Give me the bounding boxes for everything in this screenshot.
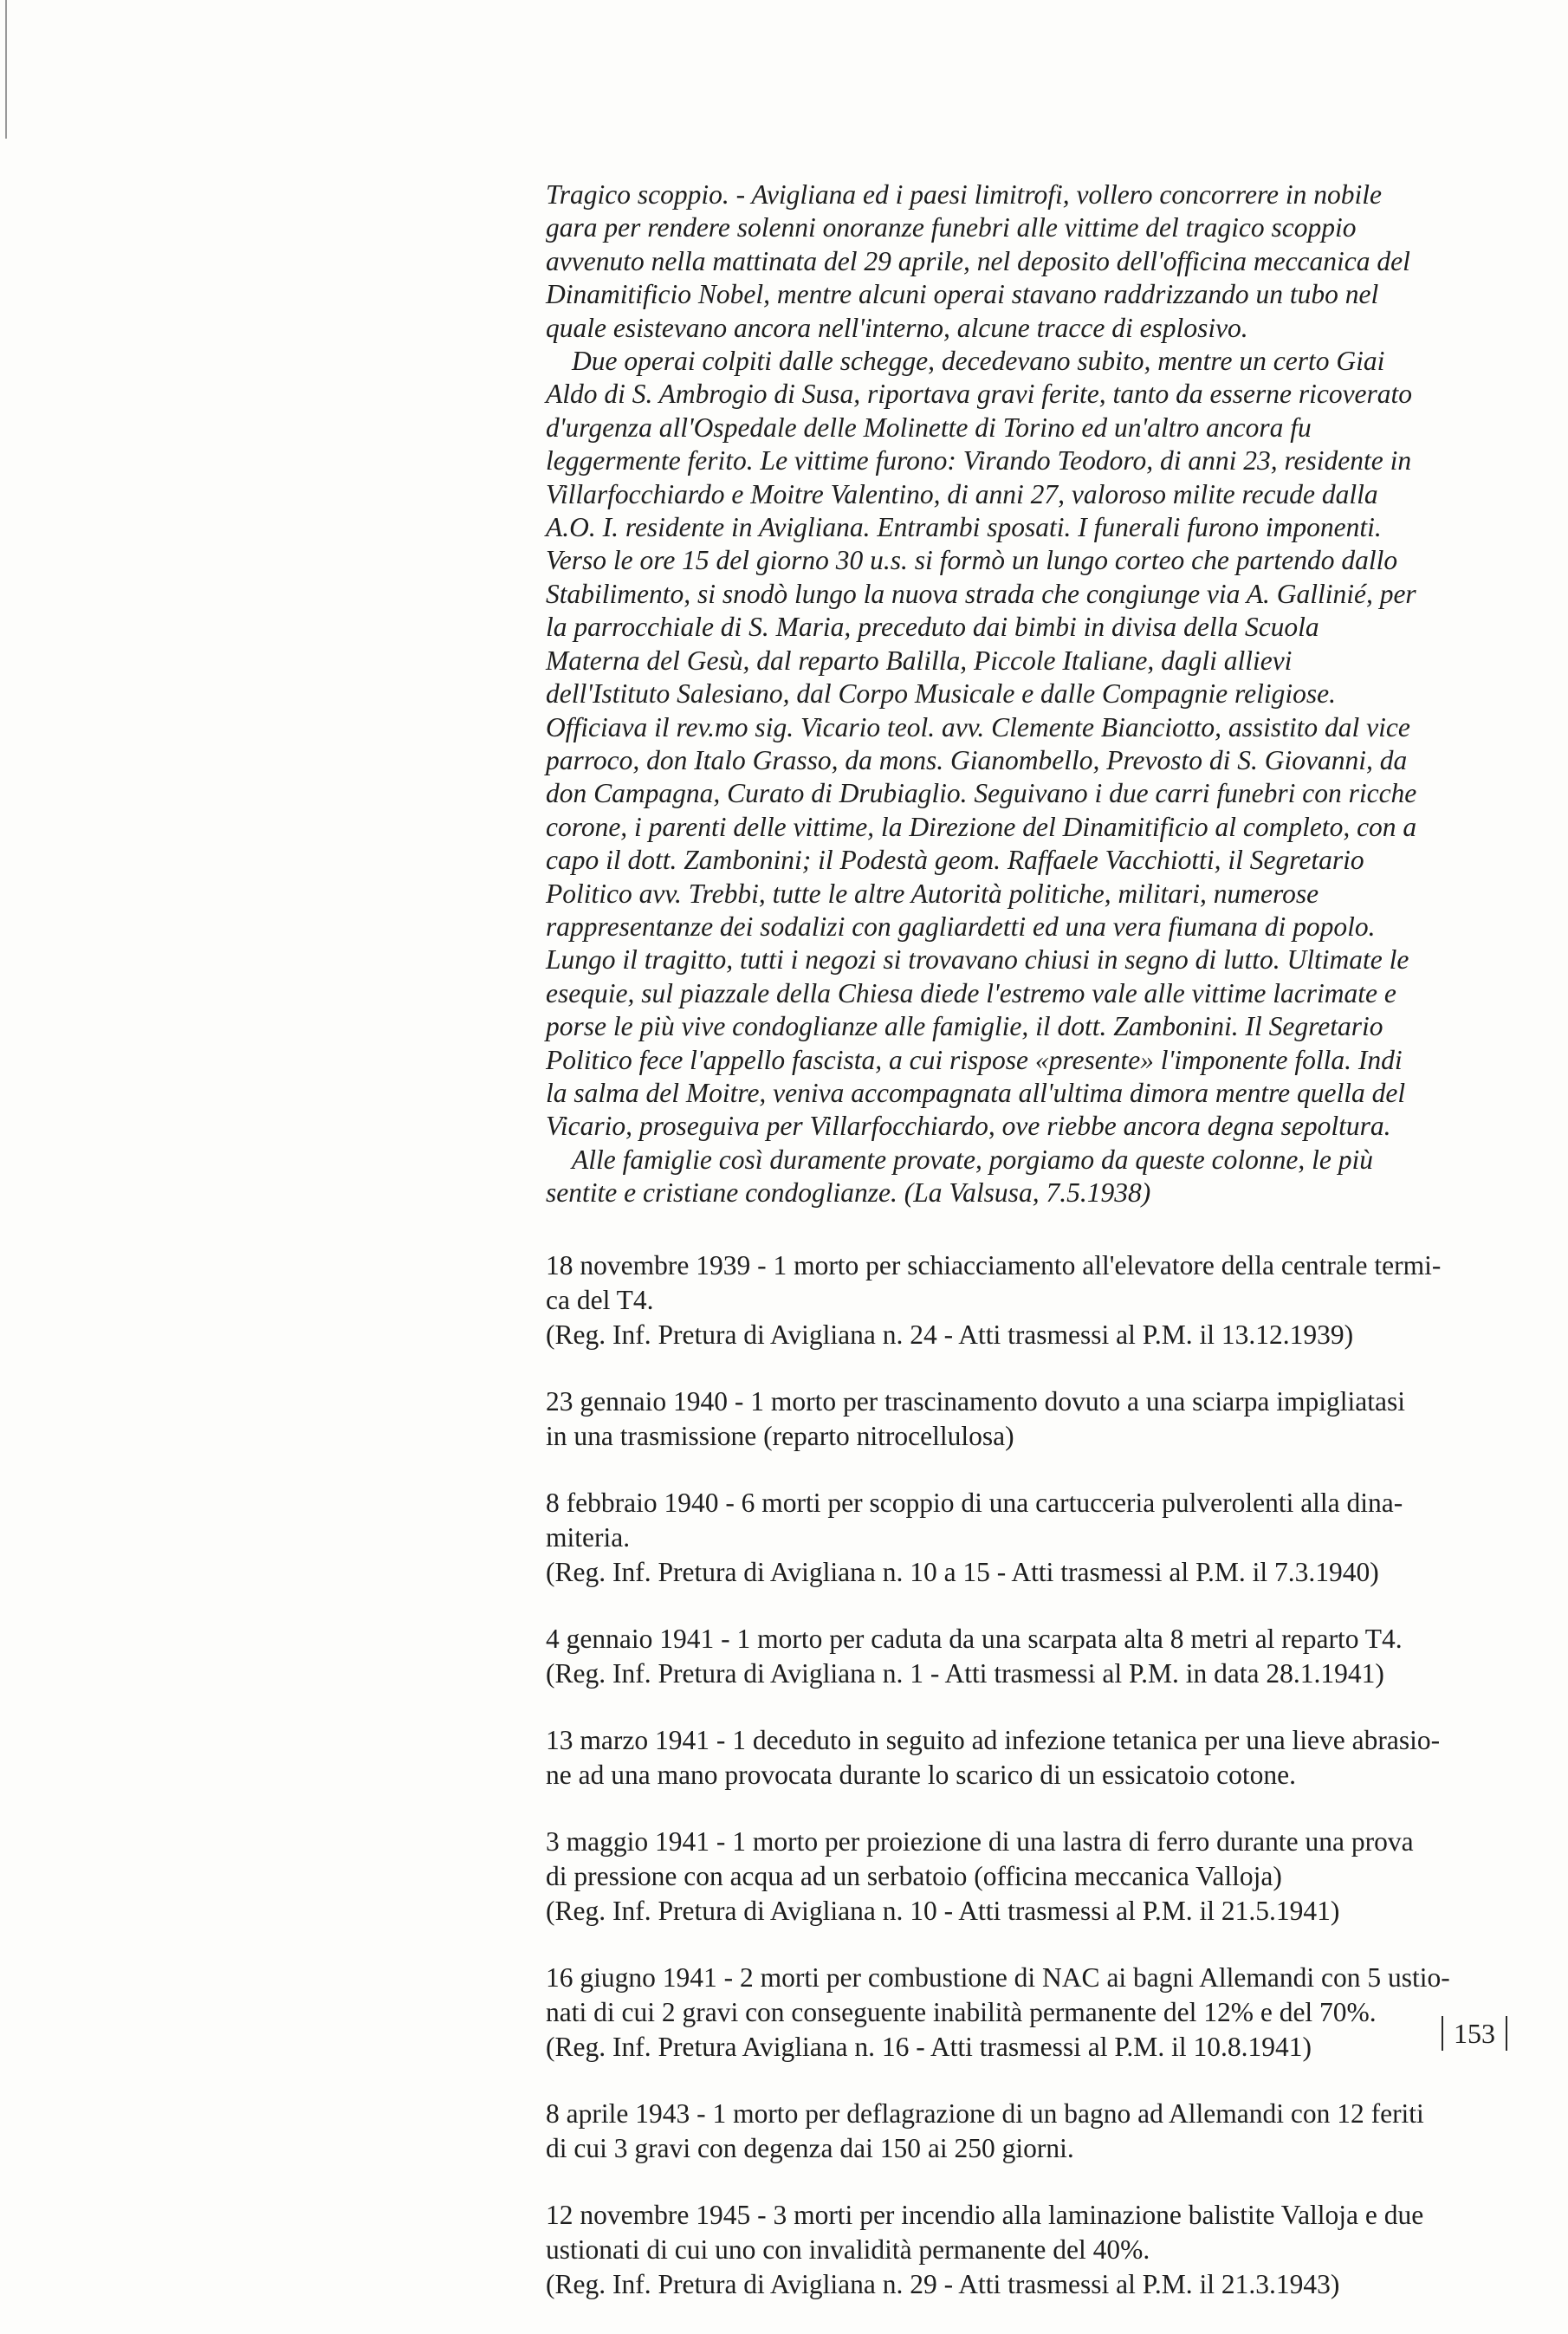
accident-entry	[546, 1486, 1419, 1590]
entry-line: ne ad una mano provocata durante lo scarico di un essicatoio cotone.	[546, 1759, 1296, 1790]
entry-line: 4 gennaio 1941 - 1 morto per caduta da una scarpata alta 8 metri al reparto T4.	[546, 1623, 1403, 1654]
accident-entry	[546, 2097, 1424, 2166]
entry-line: (Reg. Inf. Pretura di Avigliana n. 29 - Atti trasmessi al P.M. il 21.3.1943)	[546, 2268, 1340, 2299]
entry-line: 23 gennaio 1940 - 1 morto per trascinamento dovuto a una sciarpa impigliatasi	[546, 1385, 1405, 1417]
entry-line: nati di cui 2 gravi con conseguente inabilità permanente del 12% e del 70%.	[546, 1996, 1377, 2027]
entry-line: di pressione con acqua ad un serbatoio (officina meccanica Valloja)	[546, 1860, 1282, 1891]
entry-line: in una trasmissione (reparto nitrocellulosa)	[546, 1420, 1014, 1451]
entry-line: 3 maggio 1941 - 1 morto per proiezione di una lastra di ferro durante una prova	[546, 1825, 1414, 1857]
entry-line: 18 novembre 1939 - 1 morto per schiacciamento all'elevatore della centrale termi-	[546, 1249, 1442, 1280]
entry-line: (Reg. Inf. Pretura Avigliana n. 16 - Atti trasmessi al P.M. il 10.8.1941)	[546, 2031, 1312, 2062]
accident-entry	[546, 1384, 1419, 1454]
accident-entry	[546, 2198, 1424, 2302]
text-column	[546, 178, 1450, 2334]
entry-line: miteria.	[546, 1521, 631, 1553]
entry-line: ustionati di cui uno con invalidità permanente del 40%.	[546, 2234, 1150, 2265]
page-edge-line	[5, 0, 7, 139]
entry-line: di cui 3 gravi con degenza dai 150 ai 250 giorni.	[546, 2132, 1074, 2163]
entry-line: ca del T4.	[546, 1284, 654, 1315]
accident-entry	[546, 1825, 1419, 1929]
entry-line: 12 novembre 1945 - 3 morti per incendio alla laminazione balistite Valloja e due	[546, 2199, 1424, 2230]
accident-entry	[546, 1248, 1442, 1352]
article-paragraph: Alle famiglie così duramente provate, porgiamo da queste colonne, le più sentite e cristiane condoglianze. (La Valsusa, 7.5.1938)	[546, 1144, 1373, 1209]
entry-line: 8 febbraio 1940 - 6 morti per scoppio di una cartucceria pulverolenti alla dina-	[546, 1487, 1403, 1518]
page-number: 153	[1442, 2016, 1507, 2051]
accident-entry	[546, 1622, 1419, 1691]
entry-line: (Reg. Inf. Pretura di Avigliana n. 10 a 15 - Atti trasmessi al P.M. il 7.3.1940)	[546, 1556, 1379, 1587]
entry-line: (Reg. Inf. Pretura di Avigliana n. 10 - Atti trasmessi al P.M. il 21.5.1941)	[546, 1895, 1340, 1926]
entry-line: (Reg. Inf. Pretura di Avigliana n. 24 - Atti trasmessi al P.M. il 13.12.1939)	[546, 1319, 1354, 1350]
newspaper-article	[546, 178, 1419, 1210]
article-paragraph: Due operai colpiti dalle schegge, decedevano subito, mentre un certo Giai Aldo di S. Ambrogio di Susa, riportava gravi ferite, tanto da esserne ricoverato d'urgenza all'Ospedale delle Molinette di Torino ed un'altro ancora fu leggermente ferito. Le vittime furono: Virando Teodoro, di anni 23, residente in Villarfocchiardo e Moitre Valentino, di anni 27, valoroso milite recude dalla A.O. I. residente in Avigliana. Entrambi sposati. I funerali furono imponenti. Verso le ore 15 del giorno 30 u.s. si formò un lungo corteo che partendo dallo Stabilimento, si snodò lungo la nuova strada che congiunge via A. Gallinié, per la parrocchiale di S. Maria, preceduto dai bimbi in divisa della Scuola Materna del Gesù, dal reparto Balilla, Piccole Italiane, dagli allievi dell'Istituto Salesiano, dal Corpo Musicale e dalle Compagnie religiose. Officiava il rev.mo sig. Vicario teol. avv. Clemente Bianciotto, assistito dal vice parroco, don Italo Grasso, da mons. Gianombello, Prevosto di S. Giovanni, da don Campagna, Curato di Drubiaglio. Seguivano i due carri funebri con ricche corone, i parenti delle vittime, la Direzione del Dinamitificio al completo, con a capo il dott. Zambonini; il Podestà geom. Raffaele Vacchiotti, il Segretario Politico avv. Trebbi, tutte le altre Autorità politiche, militari, numerose rappresentanze dei sodalizi con gagliardetti ed una vera fiumana di popolo. Lungo il tragitto, tutti i negozi si trovavano chiusi in segno di lutto. Ultimate le esequie, sul piazzale della Chiesa diede l'estremo vale alle vittime lacrimate e porse le più vive condoglianze alle famiglie, il dott. Zambonini. Il Segretario Politico fece l'appello fascista, a cui rispose «presente» l'imponente folla. Indi la salma del Moitre, veniva accompagnata all'ultima dimora mentre quella del Vicario, proseguiva per Villarfocchiardo, ove riebbe ancora degna sepoltura.	[546, 346, 1417, 1142]
entry-line: 13 marzo 1941 - 1 deceduto in seguito ad infezione tetanica per una lieve abrasio-	[546, 1724, 1441, 1755]
accident-entry	[546, 1961, 1450, 2065]
accident-entries-list	[546, 1248, 1450, 2302]
entry-line: 8 aprile 1943 - 1 morto per deflagrazione di un bagno ad Allemandi con 12 feriti	[546, 2097, 1424, 2129]
article-paragraph: Tragico scoppio. - Avigliana ed i paesi limitrofi, vollero concorrere in nobile gara per rendere solenni onoranze funebri alle vittime del tragico scoppio avvenuto nella mattinata del 29 aprile, nel deposito dell'officina meccanica del Dinamitificio Nobel, mentre alcuni operai stavano raddrizzando un tubo nel quale esistevano ancora nell'interno, alcune tracce di esplosivo.	[546, 179, 1410, 343]
accident-entry	[546, 1723, 1441, 1793]
entry-line: (Reg. Inf. Pretura di Avigliana n. 1 - Atti trasmessi al P.M. in data 28.1.1941)	[546, 1657, 1384, 1689]
entry-line: 16 giugno 1941 - 2 morti per combustione di NAC ai bagni Allemandi con 5 ustio-	[546, 1961, 1450, 1993]
